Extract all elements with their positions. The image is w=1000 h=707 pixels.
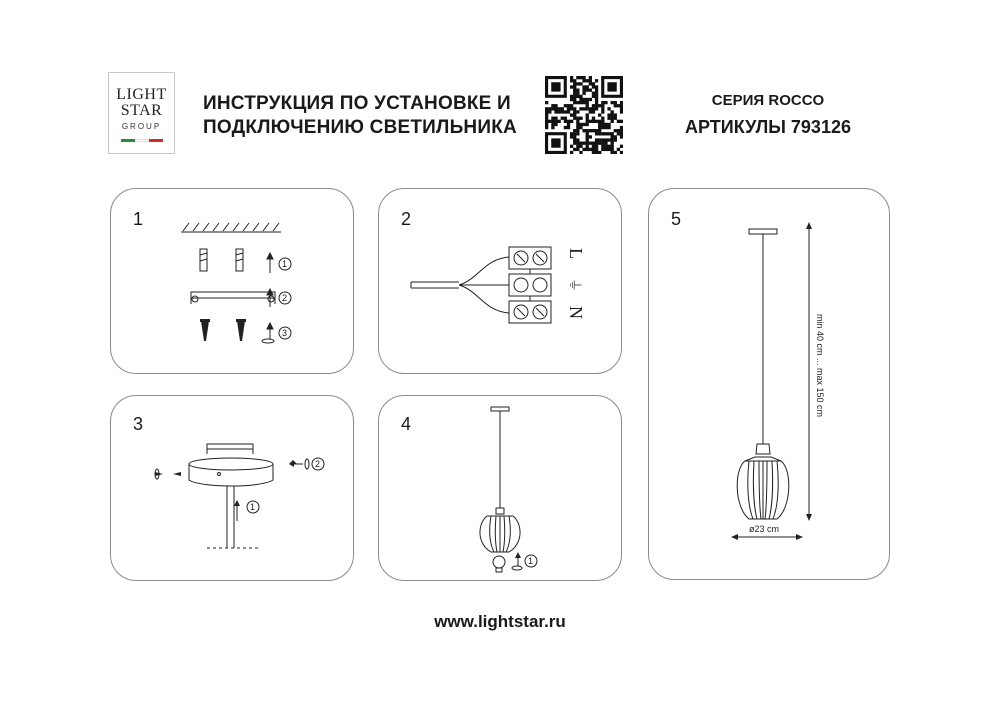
callout-1: 1 [528,556,534,566]
articles-label: АРТИКУЛЫ 793126 [685,117,851,137]
canopy-mounting-diagram [111,396,355,582]
step-number: 3 [133,414,144,434]
logo-line2: STAR [120,102,163,119]
series-label: СЕРИЯ ROCCO [711,92,825,109]
step-number: 1 [133,209,144,229]
diameter-dimension-label: ø23 cm [749,524,780,534]
mounting-hardware-diagram [111,189,355,375]
callout-3: 3 [282,328,288,338]
bulb-installation-diagram [379,396,623,582]
step-number: 4 [401,414,412,434]
step-5-panel [648,188,890,580]
step-2-panel [378,188,622,374]
qr-code [545,76,623,154]
italian-flag-stripe [121,139,163,142]
terminal-label-l: L [566,248,586,259]
callout-1: 1 [250,502,256,512]
wiring-diagram [379,189,623,375]
step-4-panel [378,395,622,581]
height-dimension-label: min 40 cm ... max 150 cm [815,314,825,418]
step-number: 2 [401,209,412,229]
step-1-panel [110,188,354,374]
terminal-label-n: N [566,306,586,319]
lamp-dimensions-diagram [649,189,891,581]
step-number: 5 [671,209,682,229]
title-line2: ПОДКЛЮЧЕНИЮ СВЕТИЛЬНИКА [203,117,517,138]
callout-1: 1 [282,259,288,269]
callout-2: 2 [282,293,288,303]
lightstar-logo [108,72,175,154]
website-link[interactable]: www.lightstar.ru [434,612,566,631]
instruction-title [203,92,517,140]
terminal-label-ground: ⏚ [566,278,582,292]
step-3-panel [110,395,354,581]
logo-line1: LIGHT [116,86,167,103]
logo-line3: GROUP [121,122,162,131]
title-line1: ИНСТРУКЦИЯ ПО УСТАНОВКЕ И [203,93,511,114]
callout-2: 2 [315,459,321,469]
